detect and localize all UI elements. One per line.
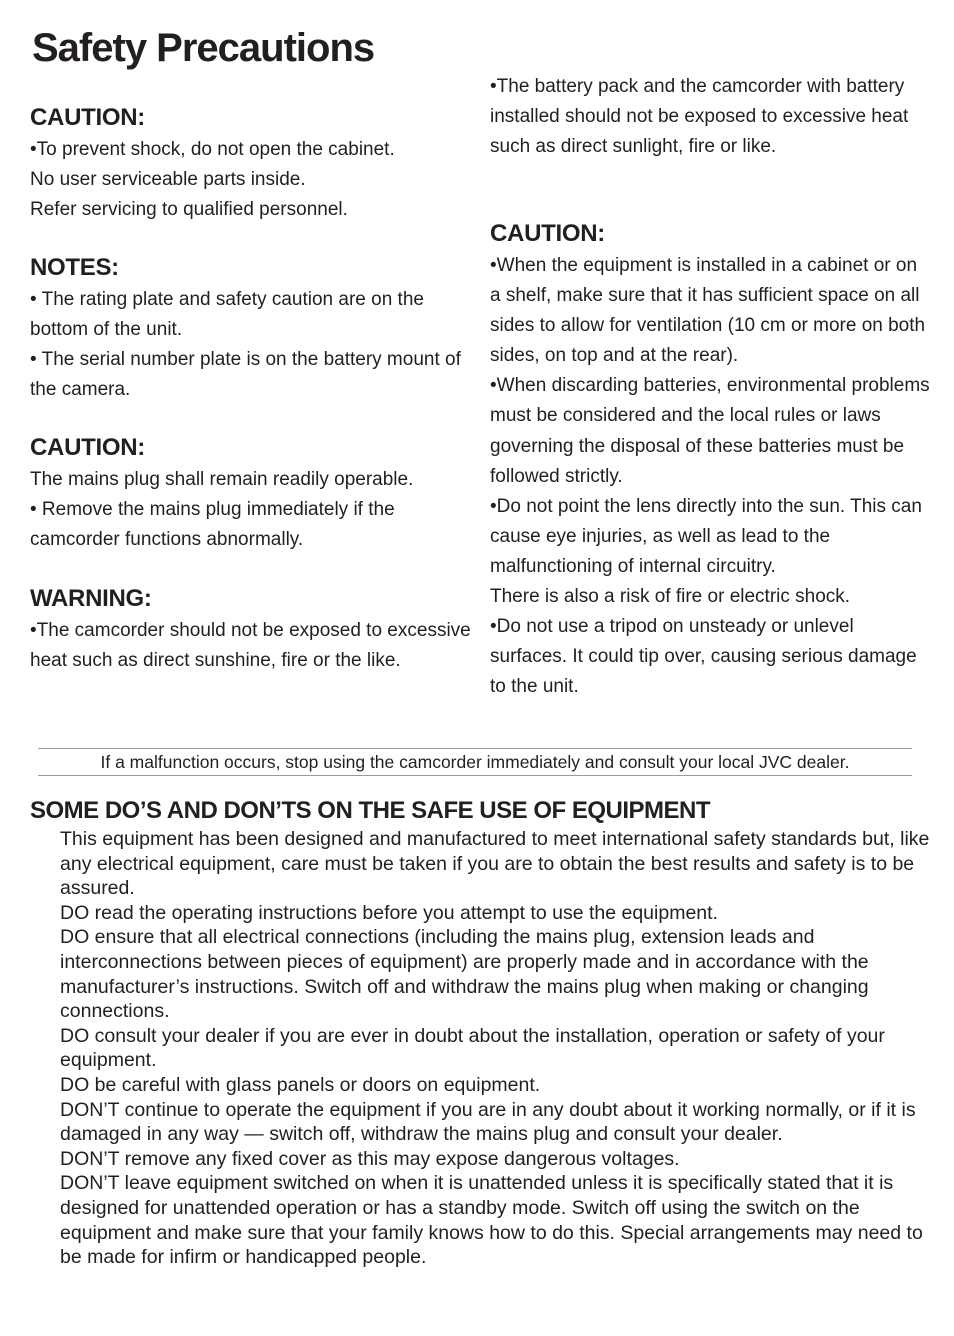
list-item: This equipment has been designed and manufactured to meet international safety standards but, like any electrical equipment, care must be taken if you are to obtain the best results and safety is to be assured. — [60, 828, 930, 900]
list-item: DON’T leave equipment switched on when it is unattended unless it is specifically stated that it is designed for unattended operation or has a standby mode. Switch off using the switch on the equipment and make sure that your family knows how to do this. Special arrangements may need to be made for infirm or handicapped people. — [60, 1172, 923, 1269]
list-item: DO be careful with glass panels or doors on equipment. — [60, 1073, 541, 1096]
list-item: DON’T remove any fixed cover as this may expose dangerous voltages. — [60, 1147, 680, 1170]
dos-and-donts-title: SOME DO’S AND DON’TS ON THE SAFE USE OF EQUIPMENT — [30, 797, 710, 824]
page-title: Safety Precautions — [32, 26, 375, 70]
section-heading: WARNING: — [30, 585, 152, 612]
dos-and-donts-list — [60, 827, 930, 1270]
malfunction-notice: If a malfunction occurs, stop using the camcorder immediately and consult your local JVC dealer. — [38, 748, 912, 776]
section-text: • The rating plate and safety caution are on the bottom of the unit. • The serial number plate is on the battery mount of the camera. — [30, 289, 461, 401]
section-heading: NOTES: — [30, 254, 119, 281]
list-item: DO consult your dealer if you are ever in doubt about the installation, operation or safety of your equipment. — [60, 1024, 885, 1072]
section-text: •When the equipment is installed in a cabinet or on a shelf, make sure that it has sufficient space on all sides to allow for ventilation (10 cm or more on both sides, on top and at the rear). •When discarding batteries, environmental problems must be considered and the local rules or laws governing the disposal of these batteries must be followed strictly. •Do not point the lens directly into the sun. This can cause eye injuries, as well as lead to the malfunctioning of internal circuitry. There is also a risk of fire or electric shock. •Do not use a tripod on unsteady or unlevel surfaces. It could tip over, causing serious damage to the unit. — [490, 255, 930, 698]
notes-section — [30, 253, 480, 405]
section-heading: CAUTION: — [490, 220, 605, 247]
section-text: •The camcorder should not be exposed to excessive heat such as direct sunshine, fire or the like. — [30, 620, 471, 672]
caution-section-3 — [490, 219, 930, 702]
list-item: DO read the operating instructions before you attempt to use the equipment. — [60, 901, 718, 924]
section-text: •The battery pack and the camcorder with battery installed should not be exposed to excessive heat such as direct sunlight, fire or like. — [490, 76, 909, 158]
caution-section-1 — [30, 103, 480, 225]
section-text: •To prevent shock, do not open the cabinet. No user serviceable parts inside. Refer servicing to qualified personnel. — [30, 139, 395, 221]
list-item: DO ensure that all electrical connections (including the mains plug, extension leads and interconnections between pieces of equipment) are properly made and in accordance with the manufacturer’s instructions. Switch off and withdraw the mains plug when making or changing connections. — [60, 926, 869, 1023]
section-heading: CAUTION: — [30, 434, 145, 461]
caution-section-2 — [30, 433, 480, 555]
section-text: The mains plug shall remain readily operable. • Remove the mains plug immediately if the camcorder functions abnormally. — [30, 469, 414, 551]
list-item: DON’T continue to operate the equipment if you are in any doubt about it working normally, or if it is damaged in any way — switch off, withdraw the mains plug and consult your dealer. — [60, 1098, 916, 1146]
warning-section — [30, 584, 480, 676]
battery-note — [490, 72, 930, 162]
section-heading: CAUTION: — [30, 104, 145, 131]
